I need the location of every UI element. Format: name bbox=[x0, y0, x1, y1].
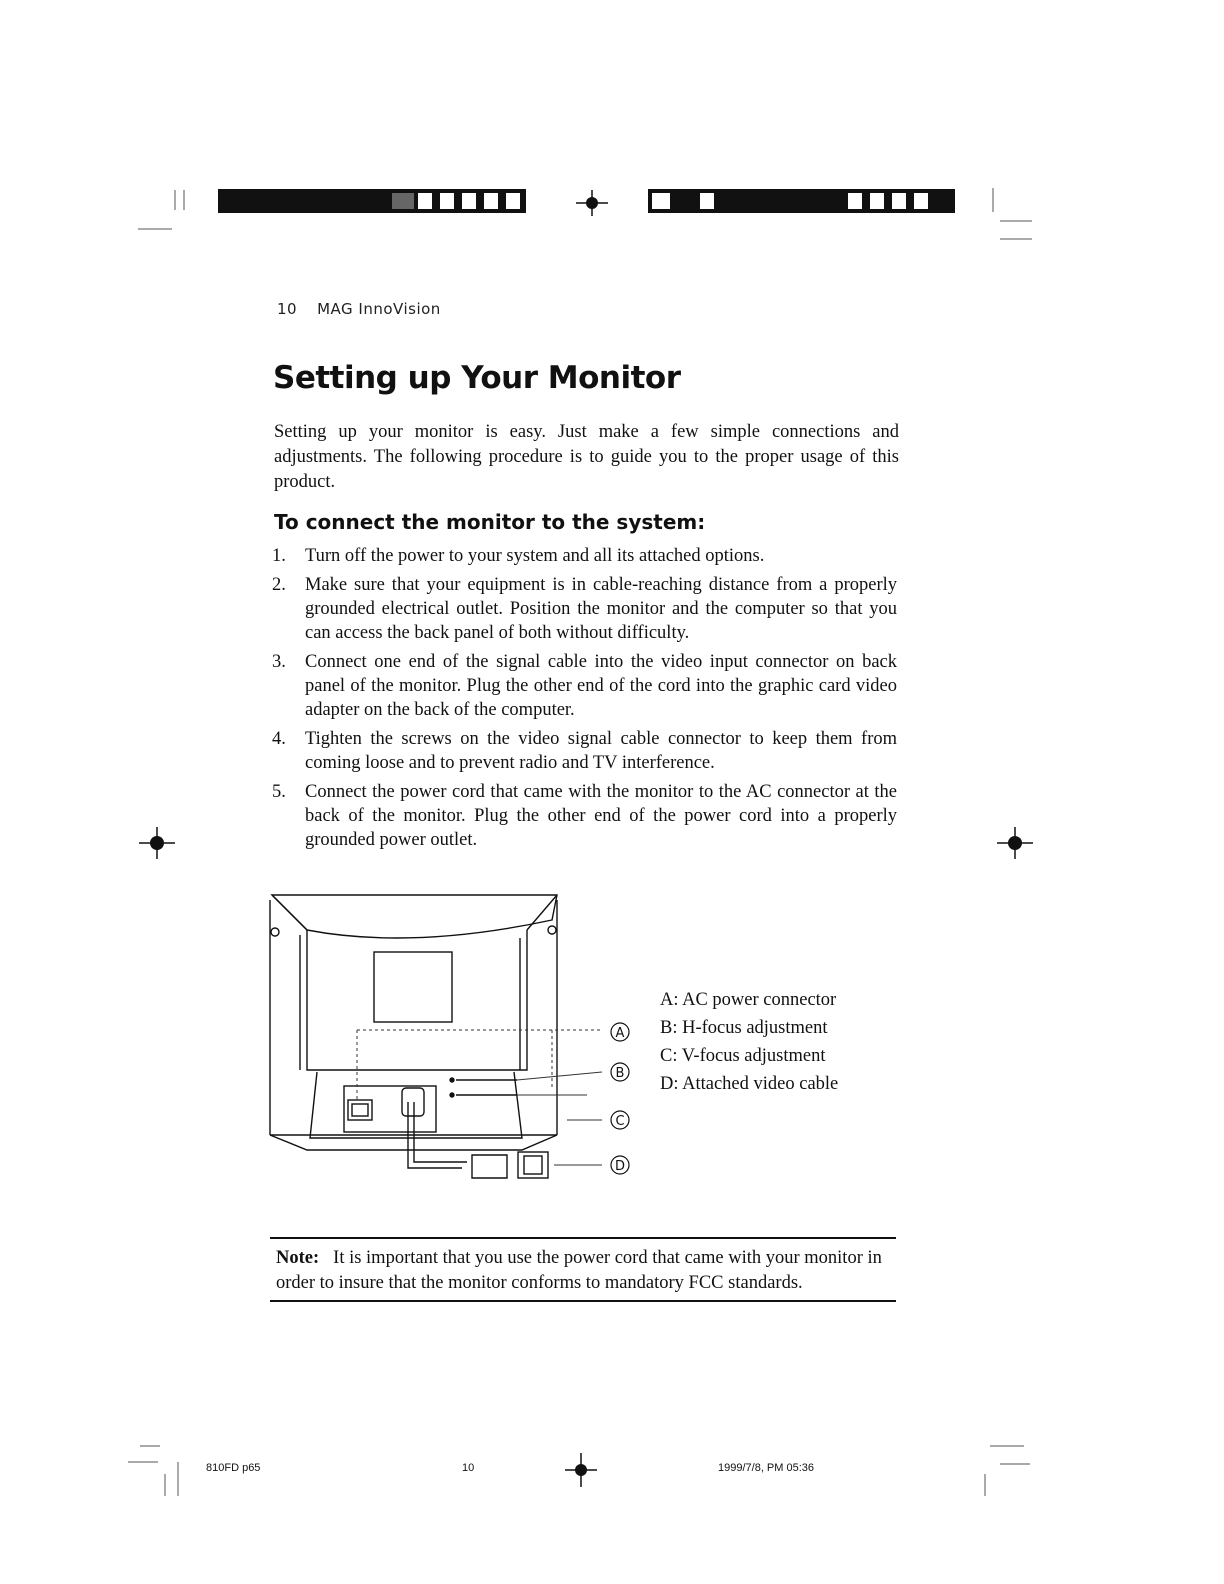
step-number: 5. bbox=[272, 782, 286, 802]
legend-item: B: H-focus adjustment bbox=[660, 1018, 828, 1038]
header-page-number: 10 bbox=[277, 300, 298, 318]
list-item bbox=[272, 544, 897, 568]
legend-item: D: Attached video cable bbox=[660, 1074, 839, 1094]
footer-timestamp: 1999/7/8, PM 05:36 bbox=[718, 1462, 815, 1474]
callout-d-label: D bbox=[614, 1159, 626, 1174]
monitor-back-panel-diagram bbox=[262, 890, 662, 1190]
diagram-legend bbox=[660, 986, 838, 1098]
list-item bbox=[272, 780, 897, 852]
note-box bbox=[270, 1237, 896, 1302]
legend-item: A: AC power connector bbox=[660, 990, 837, 1010]
step-number: 1. bbox=[272, 546, 286, 566]
step-text: Make sure that your equipment is in cable-reaching distance from a properly grounded electrical outlet. Position the monitor and the computer so that you can access the back panel of both without difficulty. bbox=[305, 575, 897, 643]
list-item bbox=[272, 727, 897, 775]
step-number: 3. bbox=[272, 652, 286, 672]
footer-page-number: 10 bbox=[462, 1462, 475, 1474]
header-brand: MAG InnoVision bbox=[317, 300, 441, 318]
step-number: 4. bbox=[272, 729, 286, 749]
legend-item: C: V-focus adjustment bbox=[660, 1046, 826, 1066]
note-text: It is important that you use the power cord that came with your monitor in order to insure that the monitor conforms to mandatory FCC standards. bbox=[276, 1248, 882, 1293]
callout-c-label: C bbox=[615, 1114, 625, 1129]
intro-paragraph: Setting up your monitor is easy. Just make a few simple connections and adjustments. The following procedure is to guide you to the proper usage of this product. bbox=[274, 422, 899, 492]
steps-list bbox=[272, 544, 897, 857]
callout-a-label: A bbox=[615, 1026, 625, 1041]
list-item bbox=[272, 573, 897, 645]
step-text: Connect the power cord that came with the monitor to the AC connector at the back of the monitor. Plug the other end of the power cord into a properly grounded power outlet. bbox=[305, 782, 897, 850]
footer-file-name: 810FD p65 bbox=[206, 1462, 261, 1474]
step-number: 2. bbox=[272, 575, 286, 595]
running-header bbox=[277, 300, 441, 318]
step-text: Tighten the screws on the video signal cable connector to keep them from coming loose and to prevent radio and TV interference. bbox=[305, 729, 897, 773]
page-title: Setting up Your Monitor bbox=[273, 360, 681, 396]
callout-b-label: B bbox=[615, 1066, 625, 1081]
note-label: Note: bbox=[276, 1248, 320, 1268]
list-item bbox=[272, 650, 897, 722]
step-text: Connect one end of the signal cable into the video input connector on back panel of the monitor. Plug the other end of the cord into the graphic card video adapter on the back of the computer. bbox=[305, 652, 897, 720]
step-text: Turn off the power to your system and all its attached options. bbox=[305, 546, 765, 566]
section-heading: To connect the monitor to the system: bbox=[274, 510, 706, 534]
